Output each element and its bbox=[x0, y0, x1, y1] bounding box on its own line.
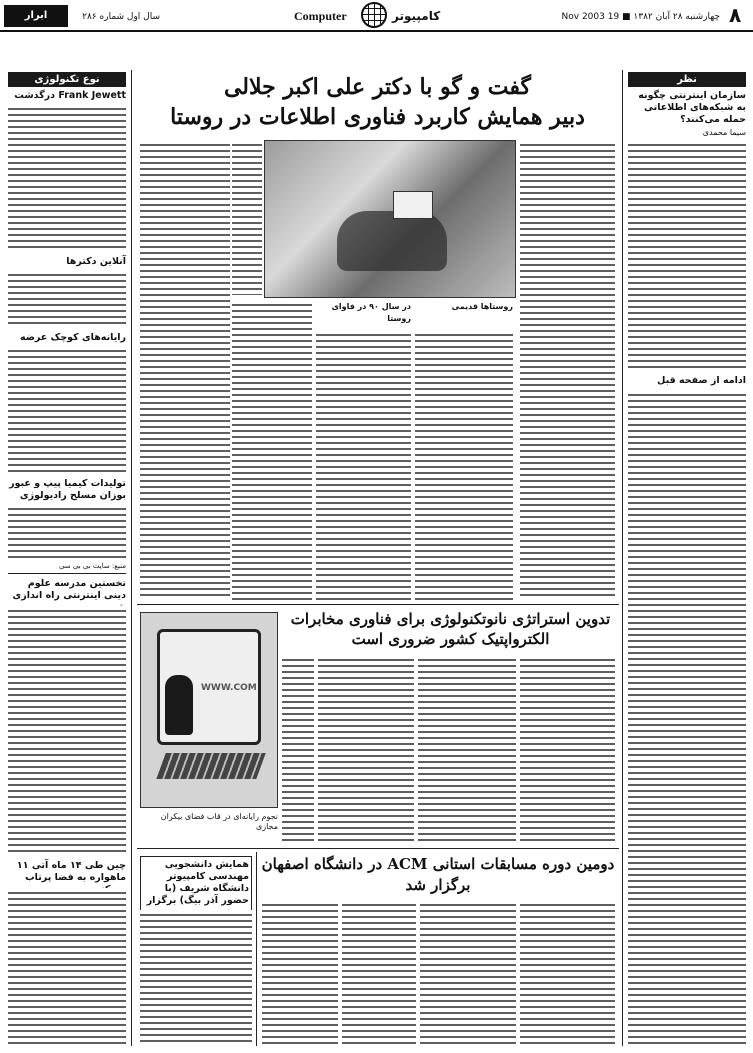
acm-col-4 bbox=[262, 900, 338, 1045]
section-title-en: Computer bbox=[294, 9, 347, 23]
main-col-5 bbox=[140, 140, 230, 600]
left-box-title: نوع تکنولوژی bbox=[8, 72, 126, 87]
right-column-rule bbox=[622, 70, 623, 1046]
runner-figure bbox=[165, 675, 193, 735]
sharif-title: همایش دانشجویی مهندسی کامپیوتر دانشگاه شریف (با حضور آذر بیگ) برگزار bbox=[140, 856, 252, 922]
right-subhead: ادامه از صفحه قبل bbox=[657, 375, 746, 386]
acm-headline-1: دومین دوره مسابقات استانی ACM در دانشگاه اصفهان bbox=[261, 855, 615, 873]
section-title-fa: کامپیوتر bbox=[392, 9, 441, 23]
left-title-1: Frank Jewett درگذشت bbox=[14, 90, 126, 101]
main-col-top bbox=[232, 140, 262, 295]
left-text-1 bbox=[8, 104, 126, 252]
acm-col-3 bbox=[342, 900, 416, 1045]
bottom-left-rule bbox=[256, 852, 257, 1046]
left-title-3: رایانه‌های کوچک عرضه bbox=[19, 332, 126, 343]
page-number: ۸ bbox=[729, 3, 742, 27]
acm-col-2 bbox=[420, 900, 516, 1045]
right-article-title: سازمان اینترنتی چگونه به شبکه‌های اطلاعاتی حمله می‌کنند؟ bbox=[638, 90, 746, 125]
main-col-3 bbox=[316, 330, 411, 600]
nano-col-3 bbox=[318, 655, 414, 845]
main-subhead: در سال ۹۰ در فاوای روستا bbox=[331, 302, 411, 323]
nano-bottom-rule bbox=[137, 848, 619, 849]
nano-headline-1: تدوین استراتژی نانوتکنولوژی برای فناوری مخابرات bbox=[290, 610, 611, 628]
nano-illustration bbox=[140, 612, 278, 808]
photo-caption: روستاها قدیمی bbox=[451, 302, 513, 311]
acm-col-1 bbox=[520, 900, 615, 1045]
right-column-text-2 bbox=[628, 390, 746, 1045]
left-title-5: تخستین مدرسه علوم دینی اینترنتی راه اندازی bbox=[12, 578, 126, 601]
nano-col-1 bbox=[520, 655, 615, 845]
nano-col-2 bbox=[418, 655, 516, 845]
globe-icon bbox=[361, 2, 387, 28]
nano-caption: نجوم رایانه‌ای در قاب فضای بیکران مجازی bbox=[160, 812, 278, 831]
main-headline-1: گفت و گو با دکتر علی اکبر جلالی bbox=[223, 74, 532, 100]
china-text bbox=[8, 888, 126, 1044]
left-text-3 bbox=[8, 346, 126, 474]
left-divider bbox=[8, 573, 126, 574]
sharif-text bbox=[140, 910, 252, 1044]
main-col-2 bbox=[415, 330, 513, 600]
left-column-rule bbox=[131, 70, 132, 1046]
header-date: چهارشنبه ۲۸ آبان ۱۳۸۲ ■ 19 Nov 2003 bbox=[561, 12, 720, 22]
laptop-shape bbox=[393, 191, 433, 219]
nano-col-4 bbox=[282, 655, 314, 845]
page-header bbox=[0, 0, 753, 43]
nano-headline-2: الکترواپتیک کشور ضروری است bbox=[351, 630, 550, 648]
main-photo bbox=[264, 140, 516, 298]
header-rule bbox=[0, 30, 753, 32]
main-col-4 bbox=[232, 300, 312, 600]
issue-number: سال اول شماره ۲۸۶ bbox=[82, 12, 160, 22]
left-text-2 bbox=[8, 270, 126, 328]
main-bottom-rule bbox=[137, 604, 619, 605]
left-text-5 bbox=[8, 606, 126, 854]
keyboard-shape bbox=[156, 753, 265, 779]
main-col-1 bbox=[520, 140, 615, 600]
right-author: سیما محمدی bbox=[702, 128, 746, 137]
scooter-shape bbox=[337, 211, 447, 271]
brand-logo: ابرار اقتصادی bbox=[4, 5, 68, 27]
left-title-4: تولیدات کیمیا پیپ و عبور بوزان مسلح رادیولوژی bbox=[9, 478, 126, 501]
left-title-2: آنلاین دکتر‌ها bbox=[66, 256, 126, 267]
left-source: منبع: سایت بی بی سی bbox=[58, 562, 126, 570]
left-text-4 bbox=[8, 504, 126, 560]
illustration-text: WWW.COM bbox=[201, 683, 257, 693]
right-column-text-1 bbox=[628, 140, 746, 372]
right-box-title: نظر bbox=[628, 72, 746, 87]
china-title: چین طی ۱۴ ماه آتی ۱۱ ماهواره به فضا پرتاب bbox=[16, 860, 126, 883]
main-headline-2: دبیر همایش کاربرد فناوری اطلاعات در روستا bbox=[170, 104, 585, 130]
acm-headline-2: برگزار شد bbox=[405, 876, 471, 894]
